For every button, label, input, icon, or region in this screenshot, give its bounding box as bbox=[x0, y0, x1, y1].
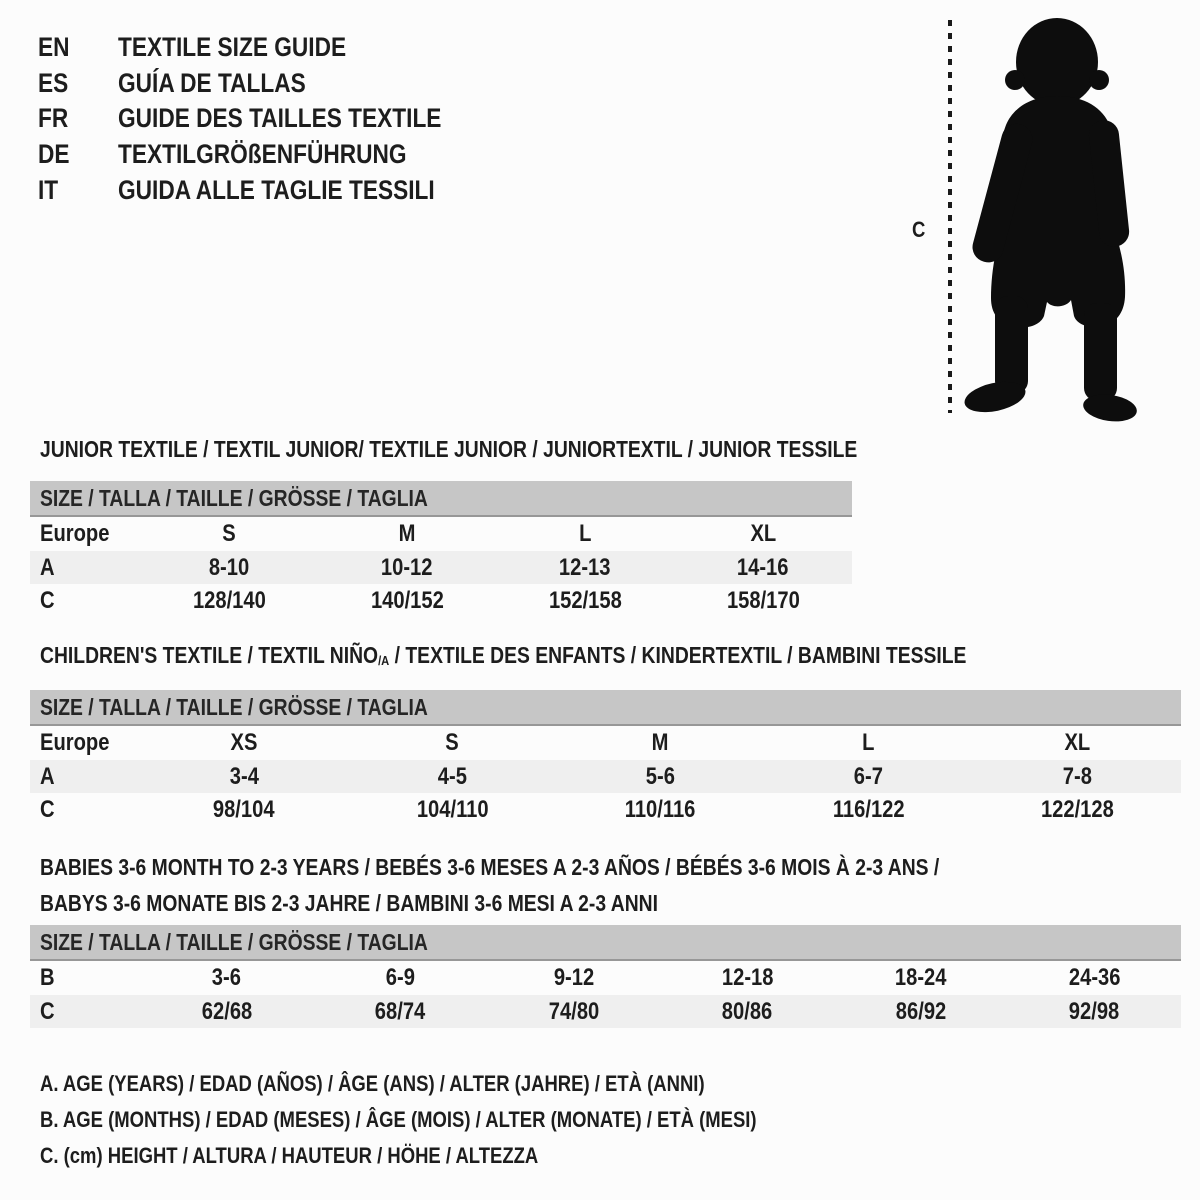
children-size-table bbox=[30, 690, 1181, 826]
table-row-age bbox=[30, 551, 852, 584]
section-heading-babies bbox=[40, 849, 1111, 921]
row-label: C bbox=[40, 586, 55, 614]
language-row-fr bbox=[38, 101, 503, 137]
height-cell: 110/116 bbox=[625, 795, 696, 823]
guide-title-it: GUIDA ALLE TAGLIE TESSILI bbox=[118, 174, 435, 205]
guide-title-en: TEXTILE SIZE GUIDE bbox=[118, 32, 347, 63]
toddler-silhouette-icon bbox=[888, 10, 1160, 430]
height-cell: 140/152 bbox=[370, 586, 444, 614]
row-label: A bbox=[40, 553, 55, 581]
language-code: DE bbox=[38, 139, 70, 170]
junior-size-table bbox=[30, 481, 852, 617]
row-label: C bbox=[40, 795, 55, 823]
toddler-shape bbox=[962, 18, 1139, 425]
babies-heading-line2: BABYS 3-6 MONATE BIS 2-3 JAHRE / BAMBINI 3-6 MESI A 2-3 ANNI bbox=[40, 890, 658, 916]
age-cell: 18-24 bbox=[894, 964, 947, 991]
height-cell: 92/98 bbox=[1069, 997, 1120, 1025]
table-row-europe bbox=[30, 517, 852, 551]
language-row-en bbox=[38, 30, 503, 66]
language-title-list bbox=[38, 30, 503, 208]
age-cell: 3-4 bbox=[229, 762, 259, 790]
age-cell: 9-12 bbox=[553, 964, 594, 991]
guide-title-de: TEXTILGRÖßENFÜHRUNG bbox=[118, 139, 407, 170]
age-cell: 5-6 bbox=[645, 762, 676, 790]
row-label: Europe bbox=[40, 520, 110, 547]
age-cell: 14-16 bbox=[737, 553, 789, 581]
age-cell: 12-18 bbox=[721, 964, 774, 991]
height-cell: 86/92 bbox=[895, 997, 946, 1025]
table-row-age bbox=[30, 760, 1181, 793]
guide-title-fr: GUIDE DES TAILLES TEXTILE bbox=[118, 103, 442, 134]
height-cell: 80/86 bbox=[722, 997, 773, 1025]
table-row-height bbox=[30, 584, 852, 617]
age-cell: 7-8 bbox=[1062, 762, 1092, 790]
age-cell: 12-13 bbox=[559, 553, 611, 581]
table-row-height bbox=[30, 995, 1181, 1028]
language-row-it bbox=[38, 172, 503, 208]
language-code: FR bbox=[38, 103, 69, 134]
language-code: EN bbox=[38, 32, 70, 63]
legend-line-c: C. (cm) HEIGHT / ALTURA / HAUTEUR / HÖHE / ALTEZZA bbox=[40, 1143, 539, 1168]
height-measure-label: C bbox=[912, 217, 926, 242]
age-cell: 4-5 bbox=[437, 762, 467, 790]
size-header-band bbox=[30, 481, 852, 517]
age-cell: 8-10 bbox=[208, 553, 250, 581]
size-header-label: SIZE / TALLA / TAILLE / GRÖSSE / TAGLIA bbox=[40, 484, 428, 511]
size-header-band bbox=[30, 690, 1181, 726]
babies-size-table bbox=[30, 925, 1181, 1028]
height-cell: 62/68 bbox=[201, 997, 252, 1025]
height-cell: 152/158 bbox=[548, 586, 622, 614]
row-label: C bbox=[40, 997, 55, 1025]
height-cell: 68/74 bbox=[375, 997, 426, 1025]
size-cell: M bbox=[398, 520, 416, 547]
height-cell: 158/170 bbox=[726, 586, 800, 614]
row-label: B bbox=[40, 964, 55, 991]
row-label: A bbox=[40, 762, 55, 790]
age-cell: 6-7 bbox=[854, 762, 884, 790]
size-cell: XS bbox=[230, 729, 258, 756]
size-cell: S bbox=[222, 520, 236, 547]
section-heading-junior: JUNIOR TEXTILE / TEXTIL JUNIOR/ TEXTILE JUNIOR / JUNIORTEXTIL / JUNIOR TESSILE bbox=[40, 436, 858, 462]
table-row-height bbox=[30, 793, 1181, 826]
size-cell: M bbox=[652, 729, 669, 756]
language-code: ES bbox=[38, 67, 69, 98]
height-cell: 122/128 bbox=[1040, 795, 1114, 823]
size-header-band bbox=[30, 925, 1181, 961]
legend-line-a: A. AGE (YEARS) / EDAD (AÑOS) / ÂGE (ANS) / ALTER (JAHRE) / ETÀ (ANNI) bbox=[40, 1071, 705, 1096]
heading-subscript: /A bbox=[378, 653, 390, 669]
babies-heading-line1: BABIES 3-6 MONTH TO 2-3 YEARS / BEBÉS 3-6 MESES A 2-3 AÑOS / BÉBÉS 3-6 MOIS À 2-3 ANS / bbox=[40, 854, 940, 880]
size-header-label: SIZE / TALLA / TAILLE / GRÖSSE / TAGLIA bbox=[40, 928, 428, 955]
size-cell: XL bbox=[750, 520, 776, 547]
age-cell: 10-12 bbox=[381, 553, 433, 581]
size-cell: XL bbox=[1064, 729, 1090, 756]
language-code: IT bbox=[38, 174, 59, 205]
row-label: Europe bbox=[40, 729, 110, 756]
section-heading-children: CHILDREN'S TEXTILE / TEXTIL NIÑO/A / TEXTILE DES ENFANTS / KINDERTEXTIL / BAMBINI TESSILE bbox=[40, 642, 967, 669]
language-row-es bbox=[38, 66, 503, 102]
age-cell: 3-6 bbox=[212, 964, 242, 991]
table-row-europe bbox=[30, 726, 1181, 760]
age-cell: 6-9 bbox=[385, 964, 415, 991]
height-cell: 128/140 bbox=[192, 586, 266, 614]
size-cell: S bbox=[445, 729, 460, 756]
size-header-label: SIZE / TALLA / TAILLE / GRÖSSE / TAGLIA bbox=[40, 693, 428, 720]
height-cell: 98/104 bbox=[213, 795, 275, 823]
legend-line-b: B. AGE (MONTHS) / EDAD (MESES) / ÂGE (MOIS) / ALTER (MONATE) / ETÀ (MESI) bbox=[40, 1107, 757, 1132]
height-cell: 104/110 bbox=[416, 795, 489, 823]
measure-legend bbox=[40, 1066, 893, 1174]
size-cell: L bbox=[578, 520, 592, 547]
height-cell: 116/122 bbox=[832, 795, 905, 823]
height-cell: 74/80 bbox=[548, 997, 599, 1025]
size-cell: L bbox=[862, 729, 875, 756]
language-row-de bbox=[38, 137, 503, 173]
age-cell: 24-36 bbox=[1068, 964, 1121, 991]
guide-title-es: GUÍA DE TALLAS bbox=[118, 67, 306, 98]
table-row-age-months bbox=[30, 961, 1181, 995]
